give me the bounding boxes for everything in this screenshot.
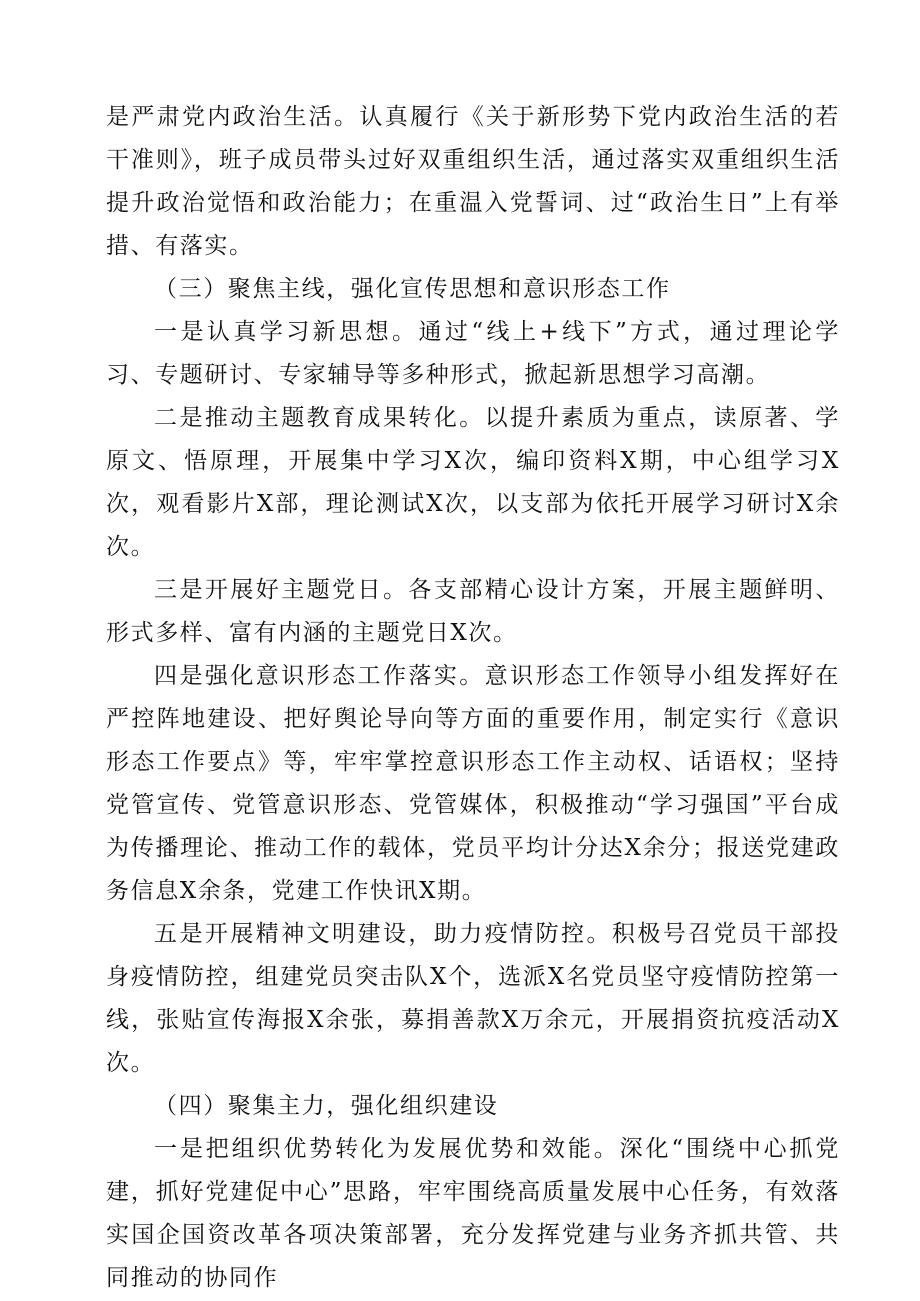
paragraph-theme-education: 二是推动主题教育成果转化。以提升素质为重点，读原著、学原文、悟原理，开展集中学习X次，编印资料X期，中心组学习X次，观看影片X部，理论测试X次，以支部为依托开展学习研讨X余次。 bbox=[106, 405, 840, 560]
paragraph-ideology-work: 四是强化意识形态工作落实。意识形态工作领导小组发挥好在严控阵地建设、把好舆论导向等方面的重要作用，制定实行《意识形态工作要点》等，牢牢掌控意识形态工作主动权、话语权；坚持党管宣传、党管意识形态、党管媒体，积极推动“学习强国”平台成为传播理论、推动工作的载体，党员平均计分达X余分；报送党建政务信息X余条，党建工作快讯X期。 bbox=[106, 663, 840, 904]
section-heading-4: （四）聚集主力，强化组织建设 bbox=[154, 1093, 499, 1119]
paragraph-organization-advantage: 一是把组织优势转化为发展优势和效能。深化“围绕中心抓党建，抓好党建促中心”思路，牢牢围绕高质量发展中心任务，有效落实国企国资改革各项决策部署，充分发挥党建与业务齐抓共管、共同推动的协同作 bbox=[106, 1136, 840, 1291]
document-body bbox=[106, 96, 840, 1300]
paragraph-party-day: 三是开展好主题党日。各支部精心设计方案，开展主题鲜明、形式多样、富有内涵的主题党日X次。 bbox=[106, 577, 840, 646]
paragraph-study-new-thought: 一是认真学习新思想。通过“线上+线下”方式，通过理论学习、专题研讨、专家辅导等多种形式，掀起新思想学习高潮。 bbox=[106, 319, 840, 388]
paragraph-political-life: 是严肃党内政治生活。认真履行《关于新形势下党内政治生活的若干准则》，班子成员带头过好双重组织生活，通过落实双重组织生活提升政治觉悟和政治能力；在重温入党誓词、过“政治生日”上有举措、有落实。 bbox=[106, 104, 840, 259]
section-heading-3: （三）聚焦主线，强化宣传思想和意识形态工作 bbox=[154, 276, 671, 302]
paragraph-civilization-epidemic: 五是开展精神文明建设，助力疫情防控。积极号召党员干部投身疫情防控，组建党员突击队X个，选派X名党员坚守疫情防控第一线，张贴宣传海报X余张，募捐善款X万余元，开展捐资抗疫活动X次。 bbox=[106, 921, 840, 1076]
